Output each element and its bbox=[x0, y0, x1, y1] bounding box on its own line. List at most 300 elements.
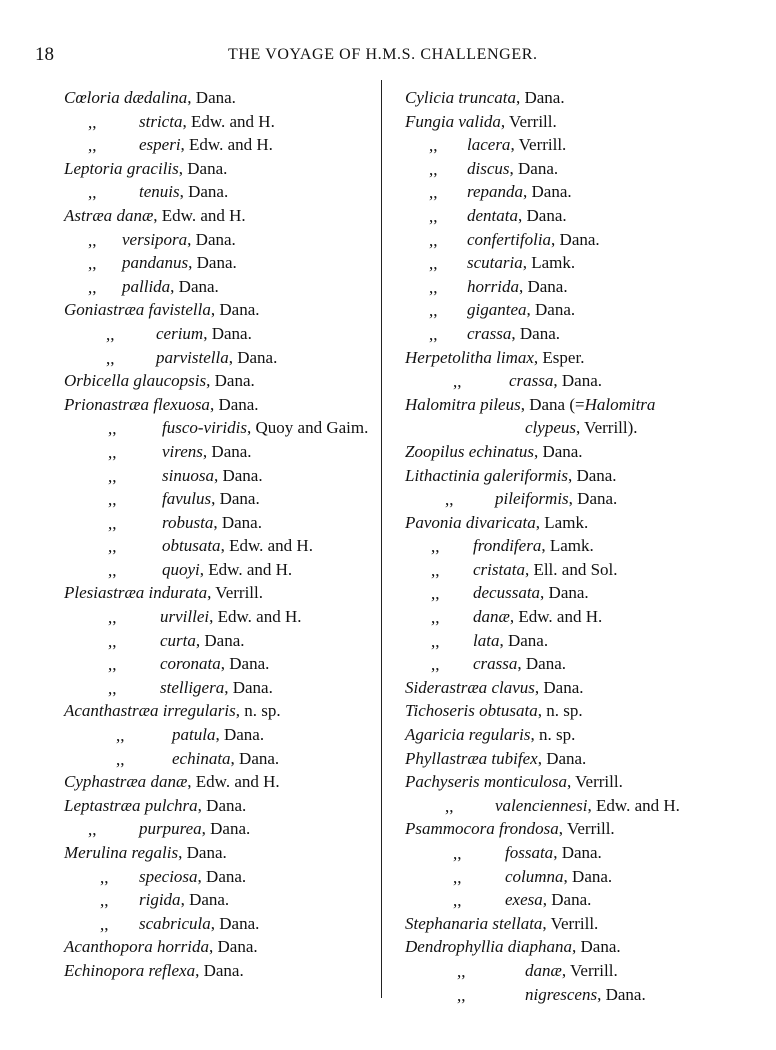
authority: , Dana. bbox=[499, 630, 549, 650]
ditto-mark: ,, bbox=[108, 419, 117, 439]
ditto-mark: ,, bbox=[88, 183, 97, 203]
species-entry bbox=[405, 228, 735, 252]
authority: , Verrill. bbox=[500, 111, 557, 131]
species-name: crassa bbox=[473, 654, 518, 674]
authority: , Edw. and H. bbox=[509, 607, 603, 627]
species-entry bbox=[405, 133, 735, 157]
species-name: reflexa bbox=[148, 960, 196, 980]
species-entry bbox=[405, 935, 735, 959]
genus-name: Astræa bbox=[64, 205, 113, 225]
genus-name: Plesiastræa bbox=[64, 583, 145, 603]
authority: , Dana. bbox=[515, 88, 565, 107]
ditto-mark: ,, bbox=[108, 560, 117, 580]
species-entry bbox=[64, 629, 376, 653]
species-entry bbox=[405, 747, 735, 771]
species-name: cristata bbox=[473, 559, 525, 579]
species-entry bbox=[405, 110, 735, 134]
species-name: stelligera bbox=[160, 677, 225, 697]
ditto-mark: ,, bbox=[431, 584, 440, 604]
ditto-mark: ,, bbox=[431, 608, 440, 628]
species-name: tubifex bbox=[491, 748, 538, 768]
authority: , Dana. bbox=[195, 960, 244, 980]
species-name: favistella bbox=[148, 300, 211, 320]
authority: , Esper. bbox=[533, 347, 585, 367]
species-entry bbox=[405, 180, 735, 204]
species-entry bbox=[64, 86, 376, 110]
ditto-mark: ,, bbox=[88, 820, 97, 840]
ditto-mark: ,, bbox=[108, 466, 117, 486]
authority: , n. sp. bbox=[530, 725, 576, 745]
species-name: frondosa bbox=[498, 819, 559, 839]
species-name: virens bbox=[162, 441, 203, 461]
authority: , Dana. bbox=[178, 843, 227, 862]
genus-name: Leptastræa bbox=[64, 795, 141, 815]
ditto-mark: ,, bbox=[431, 655, 440, 675]
species-name: fusco-viridis bbox=[162, 418, 247, 438]
authority: , Dana. bbox=[201, 819, 251, 839]
species-entry bbox=[64, 605, 376, 629]
page-number: 18 bbox=[35, 44, 54, 65]
authority: , Dana. bbox=[518, 205, 567, 225]
species-entry bbox=[64, 912, 376, 936]
species-entry bbox=[405, 794, 735, 818]
species-name: pileiformis bbox=[495, 489, 569, 509]
species-name: valenciennesi bbox=[495, 795, 588, 815]
species-name: clavus bbox=[491, 677, 535, 697]
species-entry bbox=[64, 204, 376, 228]
ditto-mark: ,, bbox=[429, 136, 438, 156]
species-name: pileus bbox=[480, 394, 521, 414]
synonym-authority: , Verrill). bbox=[575, 418, 638, 438]
ditto-mark: ,, bbox=[106, 348, 115, 368]
species-entry bbox=[405, 157, 735, 181]
species-entry bbox=[64, 841, 376, 865]
authority: , Dana. bbox=[202, 441, 252, 461]
authority: , Dana. bbox=[206, 371, 255, 391]
species-name: pulchra bbox=[144, 795, 198, 815]
authority: , Dana. bbox=[517, 654, 567, 674]
species-entry bbox=[405, 487, 735, 511]
ditto-mark: ,, bbox=[445, 490, 454, 510]
species-entry bbox=[405, 251, 735, 275]
species-entry bbox=[64, 251, 376, 275]
species-entry bbox=[64, 133, 376, 157]
species-entry bbox=[405, 605, 735, 629]
species-entry bbox=[405, 770, 735, 794]
running-title: THE VOYAGE OF H.M.S. CHALLENGER. bbox=[228, 46, 538, 63]
authority: , Dana. bbox=[230, 748, 280, 768]
species-name: monticulosa bbox=[483, 772, 567, 792]
authority: , Dana. bbox=[568, 489, 618, 509]
ditto-mark: ,, bbox=[429, 254, 438, 274]
column-divider bbox=[381, 80, 382, 998]
genus-name: Goniastræa bbox=[64, 300, 145, 320]
species-name: patula bbox=[172, 725, 216, 745]
species-name: lata bbox=[473, 630, 500, 650]
species-entry bbox=[64, 228, 376, 252]
authority: , Dana. bbox=[523, 182, 572, 202]
genus-name: Pavonia bbox=[405, 512, 462, 532]
species-name: limax bbox=[496, 347, 534, 367]
ditto-mark: ,, bbox=[88, 254, 97, 274]
authority: , Edw. and H. bbox=[182, 111, 275, 131]
species-name: dædalina bbox=[124, 88, 188, 107]
species-name: obtusata bbox=[479, 701, 538, 721]
authority: , Dana. bbox=[518, 276, 568, 296]
species-entry bbox=[405, 511, 735, 535]
species-name: esperi bbox=[139, 135, 181, 155]
species-name: gigantea bbox=[467, 300, 527, 320]
species-entry bbox=[405, 629, 735, 653]
species-entry bbox=[64, 794, 376, 818]
genus-name: Agaricia bbox=[405, 725, 465, 745]
species-entry bbox=[405, 558, 735, 582]
species-entry bbox=[64, 511, 376, 535]
ditto-mark: ,, bbox=[116, 749, 125, 769]
ditto-mark: ,, bbox=[106, 324, 115, 344]
species-entry bbox=[405, 959, 735, 983]
ditto-mark: ,, bbox=[445, 796, 454, 816]
species-name: horrida bbox=[157, 937, 209, 957]
authority: , Lamk. bbox=[522, 253, 576, 273]
ditto-mark: ,, bbox=[429, 159, 438, 179]
species-name: horrida bbox=[467, 276, 519, 296]
ditto-mark: ,, bbox=[108, 655, 117, 675]
ditto-mark: ,, bbox=[108, 678, 117, 698]
authority: , Dana. bbox=[224, 677, 273, 697]
authority: , Dana. bbox=[534, 677, 584, 697]
ditto-mark: ,, bbox=[431, 560, 440, 580]
authority: , Dana. bbox=[188, 253, 237, 273]
authority: , Dana. bbox=[197, 795, 247, 815]
authority: , Dana. bbox=[551, 229, 600, 249]
species-name: versipora bbox=[122, 229, 188, 249]
authority: , Dana. bbox=[537, 748, 587, 768]
genus-name: Prionastræa bbox=[64, 394, 150, 414]
species-name: divaricata bbox=[465, 512, 536, 532]
genus-name: Cyphastræa bbox=[64, 772, 147, 792]
species-name: purpurea bbox=[139, 819, 202, 839]
authority: , Dana. bbox=[542, 890, 592, 910]
species-entry bbox=[64, 865, 376, 889]
species-entry bbox=[64, 817, 376, 841]
species-entry bbox=[405, 369, 735, 393]
authority: , Dana. bbox=[187, 88, 236, 107]
ditto-mark: ,, bbox=[100, 891, 109, 911]
species-name: scabricula bbox=[139, 913, 211, 933]
ditto-mark: ,, bbox=[100, 867, 109, 887]
species-name: truncata bbox=[458, 88, 516, 107]
ditto-mark: ,, bbox=[431, 631, 440, 651]
species-name: nigrescens bbox=[525, 984, 598, 1004]
genus-name: Cylicia bbox=[405, 88, 455, 107]
species-name: regalis bbox=[131, 843, 179, 862]
species-entry bbox=[64, 440, 376, 464]
species-name: pallida bbox=[122, 276, 171, 296]
authority: , Dana. bbox=[209, 937, 258, 957]
species-name: irregularis bbox=[162, 701, 236, 721]
species-name: urvillei bbox=[160, 607, 210, 627]
authority: , Edw. and H. bbox=[220, 536, 313, 556]
species-entry bbox=[405, 983, 735, 1007]
ditto-mark: ,, bbox=[88, 230, 97, 250]
authority: , Edw. and H. bbox=[199, 559, 293, 579]
genus-name: Leptoria bbox=[64, 158, 123, 178]
genus-name: Acanthastræa bbox=[64, 701, 159, 721]
authority: , Dana. bbox=[563, 866, 613, 886]
genus-name: Dendrophyllia bbox=[405, 937, 504, 957]
authority: , n. sp. bbox=[537, 701, 583, 721]
species-name: crassa bbox=[467, 323, 512, 343]
species-entry bbox=[405, 581, 735, 605]
species-entry bbox=[64, 322, 376, 346]
ditto-mark: ,, bbox=[88, 112, 97, 132]
authority: , Edw. and H. bbox=[187, 772, 280, 792]
authority: , Verrill. bbox=[566, 772, 623, 792]
authority: , Dana. bbox=[211, 489, 260, 509]
genus-name: Siderastræa bbox=[405, 677, 488, 697]
genus-name: Stephanaria bbox=[405, 913, 489, 933]
species-name: echinata bbox=[172, 748, 231, 768]
ditto-mark: ,, bbox=[108, 513, 117, 533]
species-name: flexuosa bbox=[153, 394, 210, 414]
species-entry bbox=[64, 770, 376, 794]
species-entry bbox=[405, 676, 735, 700]
authority: , Dana. bbox=[179, 182, 229, 202]
ditto-mark: ,, bbox=[88, 277, 97, 297]
species-entry bbox=[64, 369, 376, 393]
species-name: crassa bbox=[509, 371, 554, 391]
species-name: indurata bbox=[148, 583, 208, 603]
species-name: danæ bbox=[150, 772, 188, 792]
species-entry bbox=[405, 817, 735, 841]
authority: , Dana (= bbox=[520, 394, 585, 414]
species-entry bbox=[64, 723, 376, 747]
species-name: gracilis bbox=[126, 158, 179, 178]
species-name: fossata bbox=[505, 843, 554, 862]
genus-name: Acanthopora bbox=[64, 937, 153, 957]
ditto-mark: ,, bbox=[429, 206, 438, 226]
species-name: glaucopsis bbox=[133, 371, 207, 391]
genus-name: Zoopilus bbox=[405, 441, 465, 461]
species-entry bbox=[405, 699, 735, 723]
genus-name: Lithactinia bbox=[405, 465, 480, 485]
species-name: galeriformis bbox=[483, 465, 568, 485]
ditto-mark: ,, bbox=[457, 985, 466, 1005]
species-entry bbox=[64, 393, 376, 417]
species-entry bbox=[64, 110, 376, 134]
species-entry bbox=[405, 888, 735, 912]
species-name: favulus bbox=[162, 489, 212, 509]
species-name: stricta bbox=[139, 111, 183, 131]
genus-name: Cœloria bbox=[64, 88, 120, 107]
species-name: regularis bbox=[468, 725, 531, 745]
authority: , Edw. and H. bbox=[153, 205, 246, 225]
species-entry bbox=[405, 912, 735, 936]
species-name: lacera bbox=[467, 135, 511, 155]
authority: , Dana. bbox=[209, 394, 259, 414]
species-name: danæ bbox=[116, 205, 154, 225]
genus-name: Orbicella bbox=[64, 371, 130, 391]
ditto-mark: ,, bbox=[116, 726, 125, 746]
species-entry bbox=[64, 676, 376, 700]
species-entry bbox=[405, 723, 735, 747]
species-name: exesa bbox=[505, 890, 543, 910]
genus-name: Echinopora bbox=[64, 960, 145, 980]
species-name: columna bbox=[505, 866, 564, 886]
species-entry bbox=[64, 275, 376, 299]
species-name: echinatus bbox=[468, 441, 534, 461]
authority: , Verrill. bbox=[558, 819, 615, 839]
species-name: robusta bbox=[162, 512, 214, 532]
species-entry bbox=[64, 534, 376, 558]
species-entry bbox=[405, 652, 735, 676]
species-entry bbox=[405, 440, 735, 464]
synonym-species: clypeus bbox=[525, 418, 576, 438]
synonym-genus: Halomitra bbox=[584, 394, 656, 414]
right-column bbox=[405, 86, 735, 1006]
ditto-mark: ,, bbox=[453, 372, 462, 392]
ditto-mark: ,, bbox=[453, 891, 462, 911]
authority: , Dana. bbox=[526, 300, 576, 320]
species-name: decussata bbox=[473, 583, 541, 603]
authority: , Dana. bbox=[180, 890, 230, 910]
species-name: discus bbox=[467, 158, 510, 178]
ditto-mark: ,, bbox=[108, 608, 117, 628]
ditto-mark: ,, bbox=[453, 844, 462, 863]
ditto-mark: ,, bbox=[431, 537, 440, 557]
authority: , Dana. bbox=[572, 937, 621, 957]
genus-name: Merulina bbox=[64, 843, 128, 862]
left-column bbox=[64, 86, 376, 983]
authority: , Dana. bbox=[203, 323, 252, 343]
genus-name: Phyllastræa bbox=[405, 748, 488, 768]
ditto-mark: ,, bbox=[108, 537, 117, 557]
species-entry bbox=[64, 959, 376, 983]
species-name: curta bbox=[160, 630, 196, 650]
species-entry bbox=[64, 888, 376, 912]
genus-name: Pachyseris bbox=[405, 772, 480, 792]
authority: , Dana. bbox=[511, 323, 561, 343]
authority: , Dana. bbox=[213, 512, 262, 532]
species-entry bbox=[405, 393, 735, 440]
species-name: danæ bbox=[525, 960, 562, 980]
authority: , Edw. and H. bbox=[180, 135, 273, 155]
genus-name: Fungia bbox=[405, 111, 455, 131]
species-entry bbox=[64, 157, 376, 181]
authority: , Lamk. bbox=[541, 536, 594, 556]
authority: , Verrill. bbox=[561, 960, 618, 980]
authority: , Edw. and H. bbox=[209, 607, 302, 627]
authority: , Dana. bbox=[170, 276, 219, 296]
authority: , Verrill. bbox=[542, 913, 599, 933]
genus-name: Herpetolitha bbox=[405, 347, 492, 367]
species-entry bbox=[64, 464, 376, 488]
ditto-mark: ,, bbox=[453, 867, 462, 887]
species-entry bbox=[405, 346, 735, 370]
species-name: tenuis bbox=[139, 182, 180, 202]
ditto-mark: ,, bbox=[429, 230, 438, 250]
authority: , Lamk. bbox=[535, 512, 589, 532]
ditto-mark: ,, bbox=[429, 183, 438, 203]
species-entry bbox=[64, 935, 376, 959]
species-name: scutaria bbox=[467, 253, 523, 273]
authority: , Edw. and H. bbox=[587, 795, 680, 815]
authority: , Verrill. bbox=[510, 135, 567, 155]
species-entry bbox=[405, 204, 735, 228]
authority: , Dana. bbox=[509, 158, 559, 178]
authority: , Dana. bbox=[210, 913, 260, 933]
authority: , Dana. bbox=[213, 465, 263, 485]
species-entry bbox=[405, 298, 735, 322]
authority: , Quoy and Gaim. bbox=[247, 418, 369, 438]
authority: , Dana. bbox=[215, 725, 265, 745]
species-name: parvistella bbox=[156, 347, 229, 367]
species-name: speciosa bbox=[139, 866, 198, 886]
genus-name: Halomitra bbox=[405, 394, 476, 414]
authority: , Dana. bbox=[220, 654, 270, 674]
authority: , Dana. bbox=[553, 371, 603, 391]
species-name: diaphana bbox=[507, 937, 573, 957]
species-name: pandanus bbox=[122, 253, 189, 273]
species-entry bbox=[64, 487, 376, 511]
authority: , Dana. bbox=[210, 300, 260, 320]
species-entry bbox=[405, 865, 735, 889]
species-name: cerium bbox=[156, 323, 204, 343]
species-name: coronata bbox=[160, 654, 221, 674]
authority: , Dana. bbox=[540, 583, 589, 603]
species-name: repanda bbox=[467, 182, 524, 202]
authority: , n. sp. bbox=[235, 701, 281, 721]
species-name: rigida bbox=[139, 890, 181, 910]
ditto-mark: ,, bbox=[108, 442, 117, 462]
species-entry bbox=[405, 534, 735, 558]
species-name: sinuosa bbox=[162, 465, 214, 485]
synonym-line bbox=[405, 418, 638, 437]
species-name: frondifera bbox=[473, 536, 542, 556]
species-name: stellata bbox=[492, 913, 543, 933]
species-entry bbox=[64, 180, 376, 204]
species-entry bbox=[64, 346, 376, 370]
ditto-mark: ,, bbox=[100, 914, 109, 934]
species-name: valida bbox=[458, 111, 501, 131]
authority: , Dana. bbox=[195, 630, 245, 650]
species-entry bbox=[64, 699, 376, 723]
page-header bbox=[0, 44, 776, 68]
ditto-mark: ,, bbox=[429, 277, 438, 297]
authority: , Dana. bbox=[567, 465, 617, 485]
authority: , Dana. bbox=[597, 984, 646, 1004]
authority: , Dana. bbox=[187, 229, 236, 249]
ditto-mark: ,, bbox=[457, 961, 466, 981]
authority: , Dana. bbox=[197, 866, 247, 886]
species-entry bbox=[405, 841, 735, 865]
species-name: quoyi bbox=[162, 559, 200, 579]
species-entry bbox=[64, 298, 376, 322]
authority: , Dana. bbox=[228, 347, 278, 367]
species-entry bbox=[405, 464, 735, 488]
species-name: obtusata bbox=[162, 536, 221, 556]
species-name: confertifolia bbox=[467, 229, 552, 249]
species-entry bbox=[405, 322, 735, 346]
ditto-mark: ,, bbox=[108, 631, 117, 651]
species-entry bbox=[64, 652, 376, 676]
species-entry bbox=[64, 747, 376, 771]
species-name: danæ bbox=[473, 607, 510, 627]
authority: , Dana. bbox=[553, 843, 602, 862]
ditto-mark: ,, bbox=[108, 490, 117, 510]
ditto-mark: ,, bbox=[88, 136, 97, 156]
